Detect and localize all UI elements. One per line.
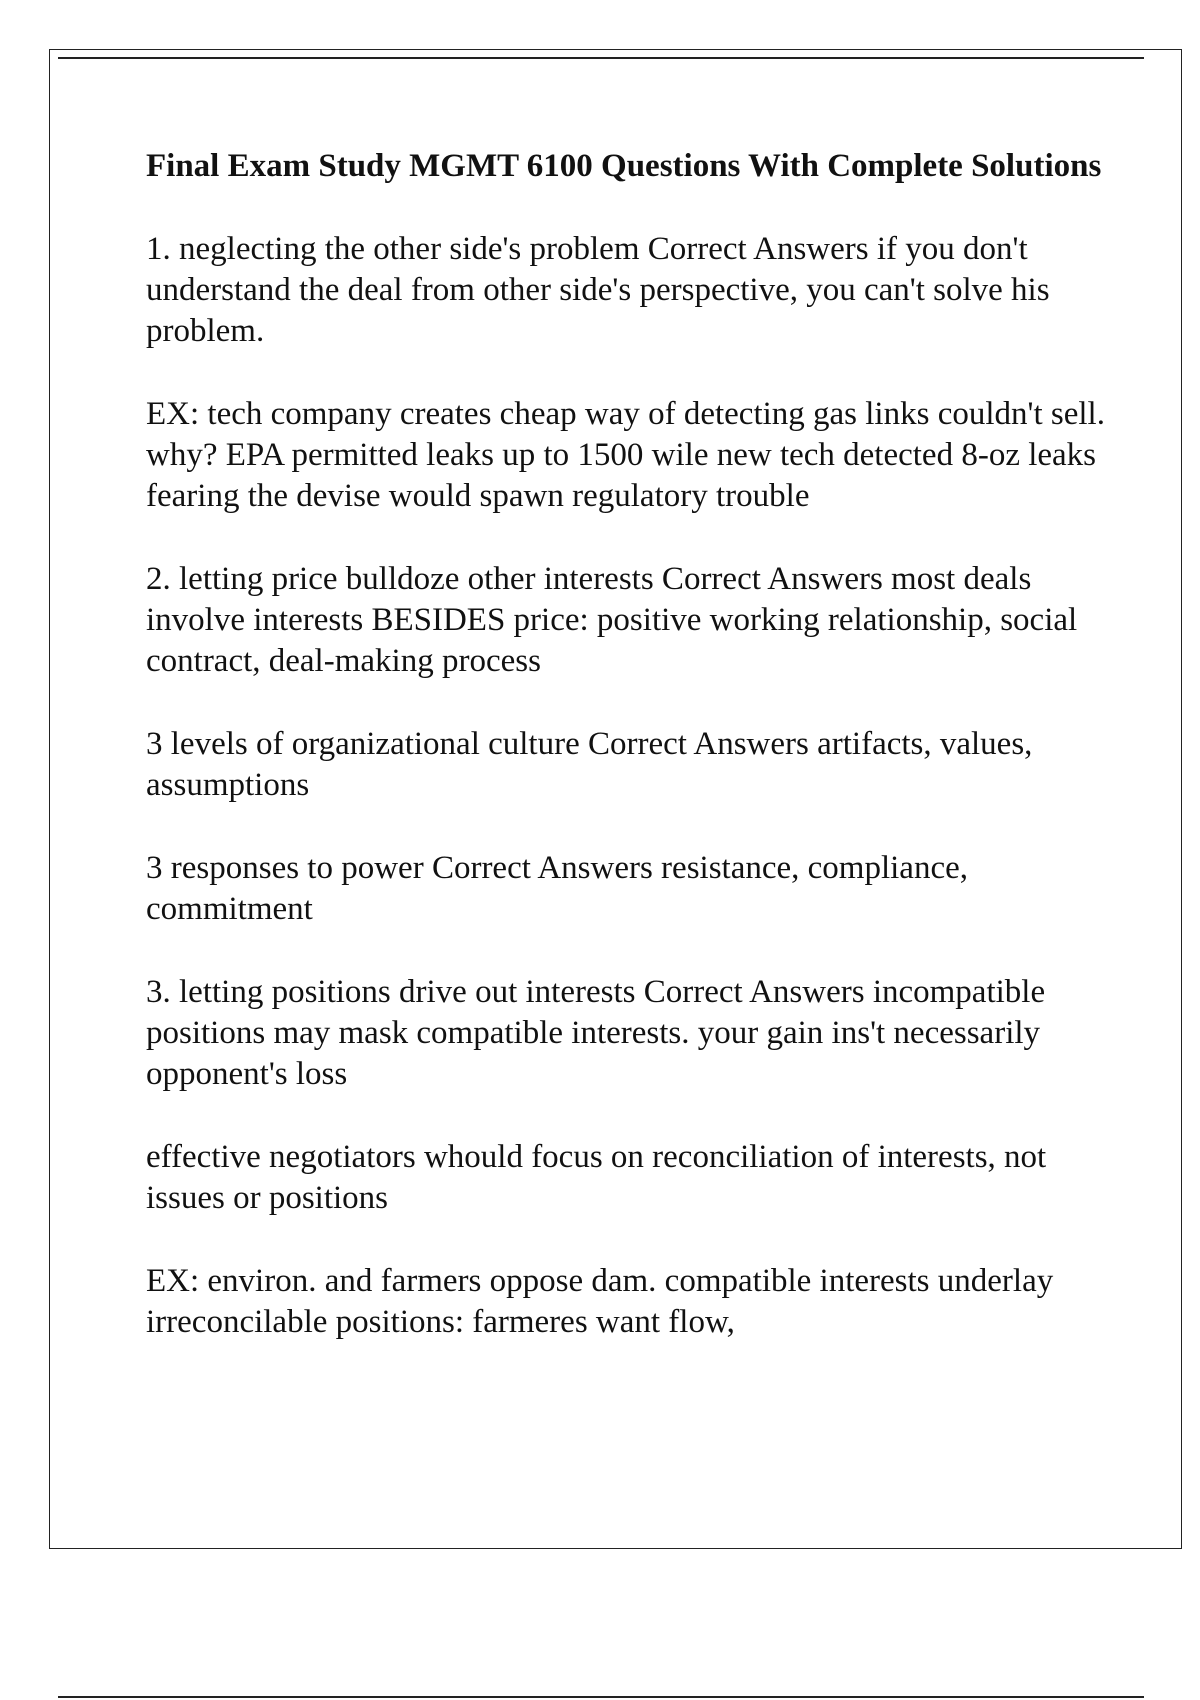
paragraph: 3 responses to power Correct Answers resistance, compliance, commitment [146, 850, 969, 927]
document-title: Final Exam Study MGMT 6100 Questions With Complete Solutions [146, 148, 1102, 184]
bottom-rule [58, 1696, 1144, 1698]
paragraph: EX: tech company creates cheap way of detecting gas links couldn't sell. why? EPA permitted leaks up to 1500 wile new tech detected 8-oz leaks fearing the devise would spawn regulatory trouble [146, 396, 1105, 514]
top-rule [58, 57, 1144, 59]
paragraph: 3 levels of organizational culture Correct Answers artifacts, values, assumptions [146, 726, 1033, 803]
paragraph: 1. neglecting the other side's problem Correct Answers if you don't understand the deal from other side's perspective, you can't solve his problem. [146, 231, 1050, 349]
paragraph: 3. letting positions drive out interests Correct Answers incompatible positions may mask compatible interests. your gain ins't necessarily opponent's loss [146, 974, 1046, 1092]
paragraph: effective negotiators whould focus on reconciliation of interests, not issues or positions [146, 1139, 1047, 1216]
paragraph: EX: environ. and farmers oppose dam. compatible interests underlay irreconcilable positions: farmeres want flow, [146, 1263, 1054, 1340]
paragraph: 2. letting price bulldoze other interests Correct Answers most deals involve interests BESIDES price: positive working relationship, social contract, deal-making process [146, 561, 1078, 679]
document-body [146, 146, 1106, 1385]
